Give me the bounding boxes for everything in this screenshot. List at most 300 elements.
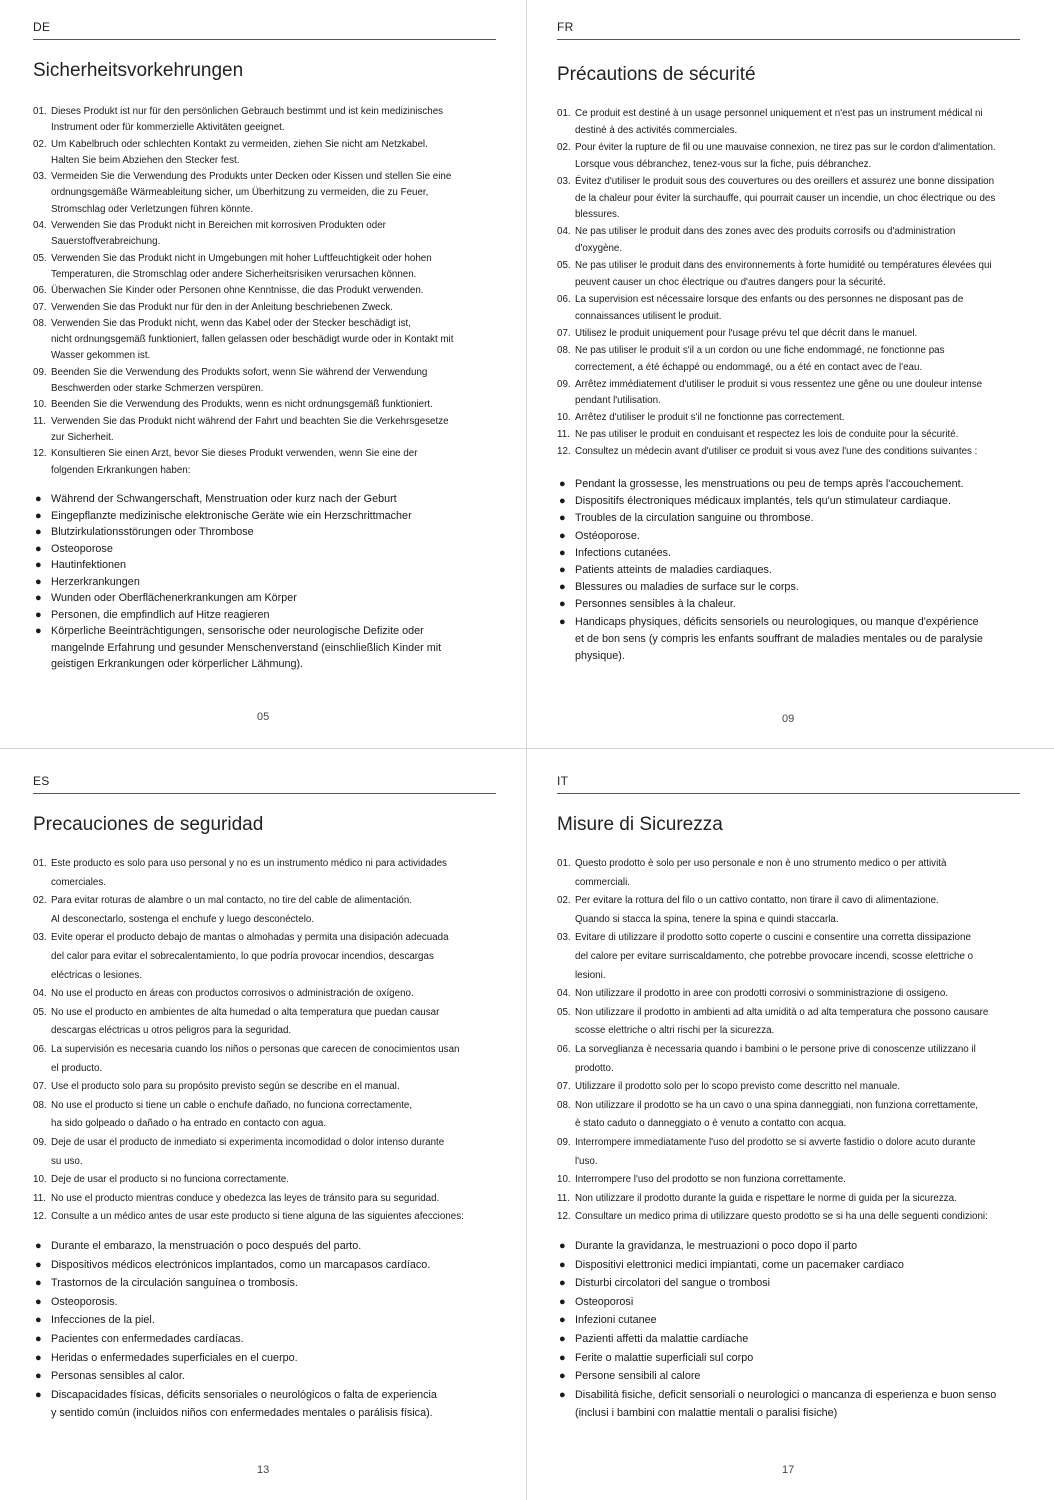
- item-text-line: Halten Sie beim Abziehen den Stecker fest.: [51, 154, 240, 166]
- safety-item: [557, 258, 1020, 292]
- safety-item: [557, 444, 1020, 461]
- item-number: 12.: [33, 1211, 47, 1223]
- item-text-line: Quando si stacca la spina, tenere la spina e quindi staccarla.: [575, 913, 839, 925]
- item-number: 12.: [557, 1211, 571, 1223]
- condition-text-line: Herzerkrankungen: [51, 575, 140, 588]
- item-text-line: Ne pas utiliser le produit dans des zones avec des produits corrosifs ou d'administration: [575, 226, 956, 238]
- condition-text-line: Hautinfektionen: [51, 559, 127, 571]
- item-text-line: blessures.: [575, 209, 620, 221]
- condition-text-line: Handicaps physiques, déficits sensoriels ou neurologiques, ou manque d'expérience: [575, 615, 979, 628]
- condition-text-line: Heridas o enfermedades superficiales en el cuerpo.: [51, 1351, 298, 1364]
- item-number: 08.: [33, 1099, 47, 1111]
- safety-item: [557, 140, 1020, 174]
- condition-item: [557, 493, 1020, 510]
- safety-item: [33, 446, 496, 479]
- condition-text-line: Personen, die empfindlich auf Hitze reagieren: [51, 608, 270, 621]
- item-text-line: lesioni.: [575, 969, 606, 981]
- condition-list: [557, 476, 1020, 665]
- item-number: 11.: [557, 429, 570, 441]
- condition-text-line: Eingepflanzte medizinische elektronische Geräte wie ein Herzschrittmacher: [51, 509, 412, 522]
- condition-item: [557, 510, 1020, 527]
- item-text-line: Ne pas utiliser le produit en conduisant et respectez les lois de conduite pour la sécurité.: [575, 429, 959, 441]
- item-text-line: Consulte a un médico antes de usar este producto si tiene alguna de las siguientes afecciones:: [51, 1211, 464, 1223]
- item-number: 10.: [557, 1174, 571, 1186]
- bullet-icon: ●: [559, 512, 566, 525]
- bullet-icon: ●: [559, 598, 566, 611]
- item-number: 04.: [33, 988, 47, 1000]
- item-text-line: Verwenden Sie das Produkt nicht während der Fahrt und beachten Sie die Verkehrsgesetze: [51, 415, 449, 427]
- item-number: 06.: [33, 1043, 47, 1055]
- condition-item: [557, 1386, 1020, 1423]
- condition-text-line: physique).: [575, 650, 625, 663]
- item-number: 06.: [33, 285, 47, 297]
- item-text-line: Non utilizzare il prodotto in aree con prodotti corrosivi o somministrazione di ossigeno.: [575, 988, 949, 1000]
- condition-item: [33, 1256, 496, 1275]
- safety-item: [33, 300, 496, 316]
- item-text-line: l'uso.: [575, 1155, 598, 1167]
- item-text-line: Arrêtez immédiatement d'utiliser le produit si vous ressentez une gêne ou une douleur intense: [575, 378, 983, 390]
- condition-text-line: Dispositivi elettronici medici impiantati, come un pacemaker cardiaco: [575, 1258, 904, 1271]
- item-text-line: zur Sicherheit.: [51, 431, 114, 443]
- condition-text-line: Dispositivos médicos electrónicos implantados, como un marcapasos cardíaco.: [51, 1258, 431, 1271]
- item-number: 09.: [557, 378, 571, 390]
- bullet-icon: ●: [559, 1240, 566, 1252]
- item-text-line: Beenden Sie die Verwendung des Produkts sofort, wenn Sie während der Verwendung: [51, 366, 428, 378]
- item-text-line: Wasser gekommen ist.: [51, 350, 151, 362]
- item-text-line: Dieses Produkt ist nur für den persönlichen Gebrauch bestimmt und ist kein medizinisches: [51, 106, 444, 117]
- condition-list: [33, 1237, 496, 1423]
- safety-item: [557, 1004, 1020, 1041]
- safety-list: [33, 104, 496, 479]
- condition-item: [557, 1256, 1020, 1275]
- item-text-line: Beenden Sie die Verwendung des Produkts, wenn es nicht ordnungsgemäß funktioniert.: [51, 399, 433, 411]
- safety-item: [33, 1190, 496, 1209]
- item-text-line: del calor para evitar el sobrecalentamiento, lo que podría provocar incendios, descargas: [51, 950, 434, 962]
- item-number: 04.: [33, 220, 47, 232]
- item-text-line: el producto.: [51, 1062, 103, 1074]
- condition-text-line: Personnes sensibles à la chaleur.: [575, 598, 736, 611]
- safety-item: [557, 106, 1020, 140]
- safety-item: [33, 251, 496, 284]
- item-number: 11.: [557, 1192, 570, 1204]
- condition-text-line: Durante la gravidanza, le mestruazioni o poco dopo il parto: [575, 1240, 858, 1252]
- item-text-line: Deje de usar el producto de inmediato si experimenta incomodidad o dolor intenso durante: [51, 1136, 445, 1148]
- safety-item: [557, 985, 1020, 1004]
- condition-text-line: Disturbi circolatori del sangue o trombosi: [575, 1277, 771, 1290]
- item-number: 06.: [557, 1043, 571, 1055]
- item-number: 03.: [557, 932, 571, 944]
- safety-item: [33, 855, 496, 892]
- safety-item: [557, 1078, 1020, 1097]
- item-text-line: ha sido golpeado o dañado o ha entrado en contacto con agua.: [51, 1118, 327, 1130]
- page-number: 13: [257, 1464, 270, 1476]
- safety-list: [33, 855, 496, 1227]
- page-number: 09: [782, 713, 795, 725]
- bullet-icon: ●: [35, 1240, 42, 1252]
- safety-item: [33, 1078, 496, 1097]
- item-number: 03.: [33, 171, 47, 183]
- condition-text-line: Infezioni cutanee: [575, 1314, 657, 1327]
- condition-text-line: Osteoporosis.: [51, 1295, 118, 1308]
- bullet-icon: ●: [35, 1314, 42, 1327]
- item-text-line: Interrompere immediatamente l'uso del prodotto se si avverte fastidio o dolore acuto durante: [575, 1136, 976, 1148]
- item-number: 02.: [557, 141, 571, 153]
- item-text-line: Non utilizzare il prodotto se ha un cavo o una spina danneggiati, non funziona correttamente,: [575, 1099, 979, 1111]
- condition-text-line: Ostéoporose.: [575, 529, 640, 542]
- item-number: 12.: [557, 446, 571, 458]
- bullet-icon: ●: [35, 542, 42, 555]
- item-text-line: nicht ordnungsgemäß funktioniert, fallen gelassen oder beschädigt wurde oder in Kontakt mit: [51, 334, 454, 346]
- safety-item: [557, 174, 1020, 225]
- bullet-icon: ●: [35, 575, 42, 588]
- item-number: 11.: [33, 1192, 46, 1204]
- language-code: IT: [557, 774, 569, 788]
- language-code: ES: [33, 774, 50, 788]
- item-text-line: Vermeiden Sie die Verwendung des Produkts unter Decken oder Kissen und stellen Sie eine: [51, 171, 452, 183]
- condition-text-line: Pazienti affetti da malattie cardiache: [575, 1332, 749, 1345]
- item-text-line: Evitare di utilizzare il prodotto sotto coperte o cuscini e consentire una corretta dissipazione: [575, 932, 971, 944]
- item-text-line: Use el producto solo para su propósito previsto según se describe en el manual.: [51, 1081, 400, 1093]
- item-text-line: Utilisez le produit uniquement pour l'usage prévu tel que décrit dans le manuel.: [575, 327, 918, 339]
- condition-item: [557, 562, 1020, 579]
- safety-item: [557, 1041, 1020, 1078]
- item-text-line: Utilizzare il prodotto solo per lo scopo previsto come descritto nel manuale.: [575, 1081, 901, 1093]
- item-text-line: de la chaleur pour éviter la surchauffe, qui pourrait causer un incendie, un choc électrique ou des: [575, 192, 996, 204]
- item-text-line: Non utilizzare il prodotto in ambienti ad alta umidità o ad alta temperatura che possono causare: [575, 1006, 989, 1018]
- item-text-line: Um Kabelbruch oder schlechten Kontakt zu vermeiden, ziehen Sie nicht am Netzkabel.: [51, 138, 428, 150]
- condition-text-line: Troubles de la circulation sanguine ou thrombose.: [575, 512, 814, 525]
- safety-item: [33, 137, 496, 170]
- item-text-line: Arrêtez d'utiliser le produit s'il ne fonctionne pas correctement.: [575, 412, 845, 424]
- item-text-line: Deje de usar el producto si no funciona correctamente.: [51, 1174, 289, 1186]
- item-text-line: No use el producto si tiene un cable o enchufe dañado, no funciona correctamente,: [51, 1099, 413, 1111]
- item-text-line: No use el producto en áreas con productos corrosivos o administración de oxígeno.: [51, 988, 414, 1000]
- condition-item: [557, 1274, 1020, 1293]
- condition-item: [557, 476, 1020, 493]
- item-number: 04.: [557, 226, 571, 238]
- safety-item: [33, 104, 496, 137]
- bullet-icon: ●: [35, 625, 42, 637]
- item-number: 01.: [33, 858, 47, 869]
- bullet-icon: ●: [35, 1332, 42, 1345]
- condition-item: [33, 1274, 496, 1293]
- condition-text-line: Ferite o malattie superficiali sul corpo: [575, 1351, 754, 1364]
- condition-item: [33, 524, 496, 541]
- item-number: 02.: [33, 895, 47, 907]
- item-text-line: Interrompere l'uso del prodotto se non funziona correttamente.: [575, 1174, 846, 1186]
- condition-item: [557, 528, 1020, 545]
- condition-text-line: (inclusi i bambini con malattie mentali o paralisi fisiche): [575, 1407, 838, 1420]
- safety-item: [557, 1134, 1020, 1171]
- condition-item: [33, 574, 496, 591]
- safety-item: [33, 414, 496, 447]
- item-text-line: Temperaturen, die Stromschlag oder andere Sicherheitsrisiken verursachen können.: [51, 268, 417, 280]
- item-text-line: Stromschlag oder Verletzungen führen könnte.: [51, 203, 254, 215]
- safety-list: [557, 855, 1020, 1227]
- safety-item: [557, 377, 1020, 411]
- condition-item: [33, 590, 496, 607]
- bullet-icon: ●: [559, 1351, 566, 1364]
- condition-text-line: Pacientes con enfermedades cardíacas.: [51, 1332, 244, 1345]
- safety-item: [557, 892, 1020, 929]
- item-number: 03.: [557, 175, 571, 187]
- item-number: 01.: [33, 106, 47, 117]
- bullet-icon: ●: [559, 1388, 566, 1401]
- condition-item: [557, 596, 1020, 613]
- condition-item: [557, 579, 1020, 596]
- bullet-icon: ●: [559, 529, 566, 542]
- condition-item: [33, 1311, 496, 1330]
- safety-item: [557, 326, 1020, 343]
- safety-item: [557, 427, 1020, 444]
- item-number: 07.: [557, 1081, 571, 1093]
- header-rule: [557, 39, 1020, 40]
- condition-item: [557, 1237, 1020, 1256]
- page-divider-horizontal: [0, 748, 1054, 749]
- item-number: 04.: [557, 988, 571, 1000]
- item-text-line: Ce produit est destiné à un usage personnel uniquement et n'est pas un instrument médical ni: [575, 108, 983, 119]
- item-text-line: destiné à des activités commerciales.: [575, 124, 738, 136]
- item-text-line: Al desconectarlo, sostenga el enchufe y luego desconéctelo.: [51, 913, 315, 925]
- item-text-line: Questo prodotto è solo per uso personale e non è uno strumento medico o per attività: [575, 858, 947, 869]
- condition-text-line: Osteoporosi: [575, 1295, 634, 1308]
- condition-item: [33, 491, 496, 508]
- item-text-line: prodotto.: [575, 1062, 614, 1074]
- item-text-line: La sorveglianza è necessaria quando i bambini o le persone prive di conoscenze utilizzano il: [575, 1043, 976, 1055]
- safety-item: [33, 892, 496, 929]
- safety-item: [557, 410, 1020, 427]
- condition-text-line: Osteoporose: [51, 542, 113, 555]
- condition-item: [33, 1386, 496, 1423]
- item-text-line: pendant l'utilisation.: [575, 395, 661, 407]
- condition-text-line: Patients atteints de maladies cardiaques.: [575, 564, 772, 577]
- safety-item: [557, 1190, 1020, 1209]
- item-number: 09.: [33, 366, 47, 378]
- item-text-line: folgenden Erkrankungen haben:: [51, 464, 191, 476]
- bullet-icon: ●: [559, 1370, 566, 1383]
- condition-text-line: y sentido común (incluidos niños con enfermedades mentales o parálisis física).: [51, 1407, 433, 1420]
- bullet-icon: ●: [35, 1295, 42, 1308]
- bullet-icon: ●: [559, 495, 566, 508]
- item-text-line: connaissances utilisent le produit.: [575, 310, 722, 322]
- item-number: 08.: [557, 344, 571, 356]
- bullet-icon: ●: [559, 1295, 566, 1308]
- bullet-icon: ●: [559, 564, 566, 577]
- safety-item: [557, 292, 1020, 326]
- condition-text-line: Blutzirkulationsstörungen oder Thrombose: [51, 526, 254, 538]
- item-text-line: Sauerstoffverabreichung.: [51, 236, 161, 248]
- safety-item: [557, 929, 1020, 985]
- bullet-icon: ●: [559, 546, 566, 559]
- item-text-line: Per evitare la rottura del filo o un cattivo contatto, non tirare il cavo di alimentazione.: [575, 895, 939, 907]
- item-number: 07.: [557, 327, 571, 339]
- bullet-icon: ●: [35, 493, 42, 505]
- safety-item: [33, 316, 496, 365]
- condition-item: [33, 1367, 496, 1386]
- bullet-icon: ●: [35, 592, 42, 604]
- safety-item: [33, 365, 496, 398]
- item-text-line: Consultez un médecin avant d'utiliser ce produit si vous avez l'une des conditions suivantes :: [575, 446, 978, 458]
- condition-item: [33, 1330, 496, 1349]
- header-rule: [33, 39, 496, 40]
- condition-text-line: Pendant la grossesse, les menstruations ou peu de temps après l'accouchement.: [575, 478, 964, 490]
- safety-list: [557, 106, 1020, 461]
- condition-text-line: Durante el embarazo, la menstruación o poco después del parto.: [51, 1240, 362, 1252]
- bullet-icon: ●: [35, 509, 42, 522]
- item-text-line: La supervisión es necesaria cuando los niños o personas que carecen de conocimientos usan: [51, 1043, 460, 1055]
- safety-item: [33, 985, 496, 1004]
- item-text-line: Evite operar el producto debajo de mantas o almohadas y permita una disipación adecuada: [51, 932, 449, 944]
- safety-item: [557, 343, 1020, 377]
- safety-item: [33, 397, 496, 413]
- item-text-line: No use el producto en ambientes de alta humedad o alta temperatura que puedan causar: [51, 1006, 440, 1018]
- item-number: 05.: [33, 252, 47, 264]
- bullet-icon: ●: [35, 1388, 42, 1401]
- condition-text-line: geistigen Erkrankungen oder körperlicher Lähmung).: [51, 658, 304, 670]
- condition-text-line: et de bon sens (y compris les enfants souffrant de maladies mentales ou de paralysie: [575, 632, 983, 645]
- item-text-line: Pour éviter la rupture de fil ou une mauvaise connexion, ne tirez pas sur le cordon d'alimentation.: [575, 141, 996, 153]
- safety-item: [33, 1208, 496, 1227]
- item-number: 05.: [557, 1006, 571, 1018]
- safety-item: [33, 218, 496, 251]
- item-text-line: Überwachen Sie Kinder oder Personen ohne Kenntnisse, die das Produkt verwenden.: [51, 285, 424, 297]
- bullet-icon: ●: [559, 615, 566, 628]
- header-rule: [557, 793, 1020, 794]
- condition-text-line: Persone sensibili al calore: [575, 1370, 701, 1383]
- item-number: 05.: [33, 1006, 47, 1018]
- bullet-icon: ●: [35, 526, 42, 538]
- item-number: 07.: [33, 301, 47, 313]
- item-text-line: Consultare un medico prima di utilizzare questo prodotto se si ha una delle seguenti condizioni:: [575, 1211, 988, 1223]
- item-text-line: Verwenden Sie das Produkt nicht in Bereichen mit korrosiven Produkten oder: [51, 220, 386, 232]
- bullet-icon: ●: [559, 581, 566, 594]
- condition-item: [33, 1349, 496, 1368]
- safety-item: [557, 855, 1020, 892]
- item-text-line: su uso.: [51, 1155, 83, 1167]
- item-text-line: è stato caduto o danneggiato o è venuto a contatto con acqua.: [575, 1118, 847, 1130]
- item-text-line: Verwenden Sie das Produkt nicht in Umgebungen mit hoher Luftfeuchtigkeit oder hohen: [51, 252, 432, 264]
- safety-item: [557, 1208, 1020, 1227]
- item-number: 09.: [557, 1136, 571, 1148]
- item-text-line: Konsultieren Sie einen Arzt, bevor Sie dieses Produkt verwenden, wenn Sie eine der: [51, 448, 418, 460]
- item-number: 09.: [33, 1136, 47, 1148]
- condition-item: [33, 557, 496, 574]
- condition-item: [33, 623, 496, 673]
- page-title: Précautions de sécurité: [557, 64, 756, 85]
- condition-text-line: Personas sensibles al calor.: [51, 1370, 185, 1383]
- item-number: 01.: [557, 858, 571, 869]
- bullet-icon: ●: [35, 1351, 42, 1364]
- item-text-line: del calore per evitare surriscaldamento, che potrebbe provocare incendi, scosse elettriche o: [575, 950, 974, 962]
- condition-text-line: Infecciones de la piel.: [51, 1314, 155, 1327]
- safety-item: [557, 224, 1020, 258]
- condition-item: [557, 614, 1020, 666]
- condition-item: [33, 1237, 496, 1256]
- page-divider-vertical: [526, 0, 527, 1500]
- condition-item: [33, 541, 496, 558]
- item-number: 06.: [557, 293, 571, 305]
- item-text-line: Lorsque vous débranchez, tenez-vous sur la fiche, puis débranchez.: [575, 158, 872, 170]
- safety-item: [557, 1097, 1020, 1134]
- bullet-icon: ●: [559, 1277, 566, 1290]
- item-text-line: Este producto es solo para uso personal y no es un instrumento médico ni para actividades: [51, 858, 447, 869]
- item-text-line: No use el producto mientras conduce y obedezca las leyes de tránsito para su seguridad.: [51, 1192, 440, 1204]
- item-text-line: ordnungsgemäße Wärmeableitung sicher, um Überhitzung zu vermeiden, die zu Feuer,: [51, 187, 429, 199]
- safety-item: [33, 169, 496, 218]
- condition-text-line: Discapacidades físicas, déficits sensoriales o neurológicos o falta de experiencia: [51, 1388, 437, 1401]
- condition-list: [557, 1237, 1020, 1423]
- item-text-line: correctement, a été échappé ou endommagé, ou a été en contact avec de l'eau.: [575, 361, 923, 373]
- page-title: Sicherheitsvorkehrungen: [33, 60, 244, 81]
- condition-item: [33, 1293, 496, 1312]
- condition-list: [33, 491, 496, 673]
- page-title: Misure di Sicurezza: [557, 814, 723, 835]
- safety-item: [33, 1134, 496, 1171]
- item-number: 03.: [33, 932, 47, 944]
- condition-text-line: Dispositifs électroniques médicaux implantés, tels qu'un stimulateur cardiaque.: [575, 495, 951, 508]
- item-number: 10.: [557, 412, 571, 424]
- item-text-line: eléctricas o lesiones.: [51, 969, 142, 981]
- bullet-icon: ●: [35, 1277, 42, 1290]
- item-number: 02.: [33, 138, 47, 150]
- safety-item: [557, 1171, 1020, 1190]
- safety-item: [33, 283, 496, 299]
- item-number: 02.: [557, 895, 571, 907]
- item-text-line: Évitez d'utiliser le produit sous des couvertures ou des oreillers et assurez une bonne dissipation: [575, 175, 995, 187]
- item-text-line: Para evitar roturas de alambre o un mal contacto, no tire del cable de alimentación.: [51, 895, 413, 907]
- item-text-line: Instrument oder für kommerzielle Aktivitäten geeignet.: [51, 122, 285, 134]
- item-text-line: Ne pas utiliser le produit s'il a un cordon ou une fiche endommagé, ne fonctionne pas: [575, 344, 945, 356]
- item-text-line: Non utilizzare il prodotto durante la guida e rispettare le norme di guida per la sicurezza.: [575, 1192, 957, 1204]
- condition-text-line: Während der Schwangerschaft, Menstruation oder kurz nach der Geburt: [51, 493, 397, 505]
- bullet-icon: ●: [559, 1332, 566, 1345]
- condition-item: [557, 545, 1020, 562]
- item-text-line: descargas eléctricas u otros peligros para la seguridad.: [51, 1025, 292, 1037]
- condition-item: [33, 508, 496, 525]
- item-text-line: d'oxygène.: [575, 243, 623, 255]
- page-number: 05: [257, 711, 270, 723]
- condition-text-line: Blessures ou maladies de surface sur le corps.: [575, 581, 799, 594]
- item-text-line: peuvent causer un choc électrique ou d'autres dangers pour la sécurité.: [575, 277, 886, 289]
- item-text-line: Verwenden Sie das Produkt nicht, wenn das Kabel oder der Stecker beschädigt ist,: [51, 317, 411, 329]
- safety-item: [33, 1004, 496, 1041]
- bullet-icon: ●: [35, 559, 42, 571]
- item-number: 01.: [557, 108, 571, 119]
- condition-text-line: Disabilità fisiche, deficit sensoriali o neurologici o mancanza di esperienza e buon senso: [575, 1388, 997, 1401]
- item-number: 10.: [33, 399, 47, 411]
- item-text-line: Verwenden Sie das Produkt nur für den in der Anleitung beschriebenen Zweck.: [51, 301, 394, 313]
- safety-item: [33, 1097, 496, 1134]
- condition-item: [557, 1311, 1020, 1330]
- item-text-line: Ne pas utiliser le produit dans des environnements à forte humidité ou températures élevées qui: [575, 260, 992, 272]
- bullet-icon: ●: [559, 1258, 566, 1271]
- condition-item: [33, 607, 496, 624]
- item-number: 11.: [33, 415, 46, 427]
- header-rule: [33, 793, 496, 794]
- condition-item: [557, 1293, 1020, 1312]
- condition-text-line: Wunden oder Oberflächenerkrankungen am Körper: [51, 592, 297, 604]
- item-text-line: scosse elettriche o altri rischi per la sicurezza.: [575, 1025, 775, 1037]
- safety-item: [33, 1171, 496, 1190]
- condition-item: [557, 1367, 1020, 1386]
- bullet-icon: ●: [559, 1314, 566, 1327]
- safety-item: [33, 929, 496, 985]
- page-title: Precauciones de seguridad: [33, 814, 264, 835]
- item-text-line: comerciales.: [51, 876, 106, 888]
- item-text-line: Beschwerden oder starke Schmerzen verspüren.: [51, 383, 264, 395]
- item-number: 12.: [33, 448, 47, 460]
- item-text-line: La supervision est nécessaire lorsque des enfants ou des personnes ne disposant pas de: [575, 293, 964, 305]
